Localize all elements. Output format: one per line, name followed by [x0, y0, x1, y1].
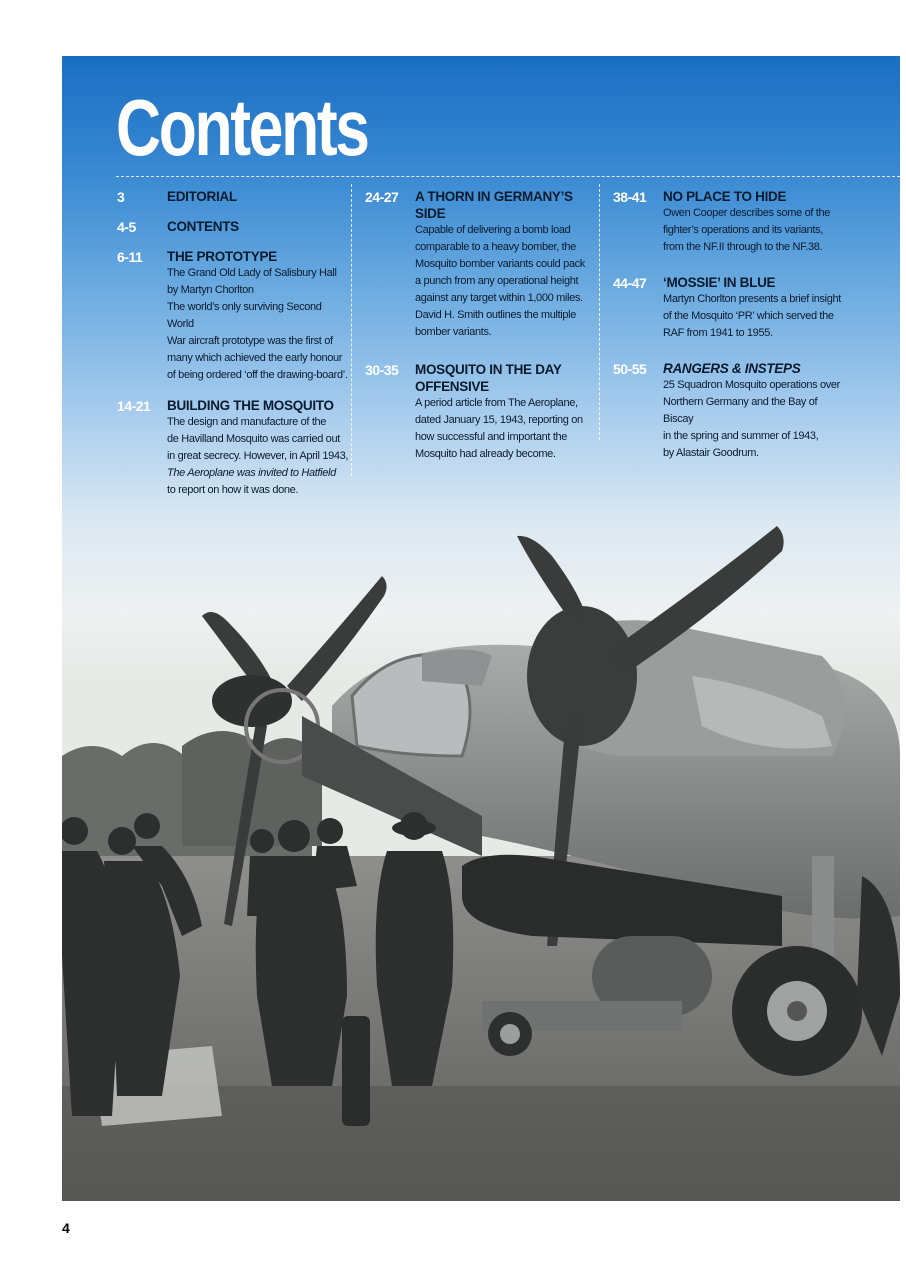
article-heading: ‘MOSSIE’ IN BLUE: [663, 275, 776, 290]
contents-entry[interactable]: [117, 188, 349, 205]
article-heading: RANGERS & INSTEPS: [663, 361, 801, 376]
page-range: 38-41: [613, 189, 647, 205]
column-divider-1: [351, 184, 352, 476]
article-heading: MOSQUITO IN THE DAY OFFENSIVE: [415, 362, 562, 394]
contents-entry[interactable]: [613, 188, 845, 256]
page-range: 24-27: [365, 189, 399, 205]
article-description: A period article from The Aeroplane, dated January 15, 1943, reporting on how successful and important the Mosquito had already become.: [415, 397, 583, 460]
article-heading: NO PLACE TO HIDE: [663, 189, 787, 204]
contents-entry[interactable]: [613, 274, 845, 342]
contents-entry[interactable]: [117, 218, 349, 235]
article-description: The Grand Old Lady of Salisbury Hall by Martyn Chorlton The world’s only surviving Second World War aircraft prototype was the first of many which achieved the early honour of being ordered ‘off the drawing-board’.: [167, 267, 348, 381]
cover-panel: [62, 56, 900, 1201]
contents-column-1: [117, 188, 349, 512]
page-range: 4-5: [117, 219, 136, 235]
contents-entry[interactable]: [117, 397, 349, 499]
column-divider-2: [599, 184, 600, 440]
article-heading: A THORN IN GERMANY’S SIDE: [415, 189, 573, 221]
page-range: 14-21: [117, 398, 151, 414]
article-heading: CONTENTS: [167, 219, 239, 234]
contents-column-2: [365, 188, 597, 476]
contents-entry[interactable]: [365, 361, 597, 463]
article-description: Owen Cooper describes some of the fighter’s operations and its variants, from the NF.II through to the NF.38.: [663, 207, 830, 253]
page-title: Contents: [116, 83, 368, 172]
page-range: 3: [117, 189, 125, 205]
article-heading: BUILDING THE MOSQUITO: [167, 398, 334, 413]
contents-entry[interactable]: [613, 360, 845, 462]
contents-entry[interactable]: [117, 248, 349, 384]
page-range: 30-35: [365, 362, 399, 378]
article-description: Capable of delivering a bomb load comparable to a heavy bomber, the Mosquito bomber variants could pack a punch from any operational height against any target within 1,000 miles. David H. Smith outlines the multiple bomber variants.: [415, 224, 585, 338]
page-range: 50-55: [613, 361, 647, 377]
contents-entry[interactable]: [365, 188, 597, 341]
article-heading: EDITORIAL: [167, 189, 237, 204]
title-divider: [116, 176, 900, 177]
article-description: Martyn Chorlton presents a brief insight of the Mosquito ‘PR’ which served the RAF from 1941 to 1955.: [663, 293, 841, 339]
page-number: 4: [62, 1220, 70, 1236]
contents-column-3: [613, 188, 845, 475]
article-description: The design and manufacture of the de Havilland Mosquito was carried out in great secrecy. However, in April 1943, The Aeroplane was invited to Hatfield to report on how it was done.: [167, 416, 349, 496]
page-range: 44-47: [613, 275, 647, 291]
article-description: 25 Squadron Mosquito operations over Northern Germany and the Bay of Biscay in the spring and summer of 1943, by Alastair Goodrum.: [663, 379, 840, 459]
page-range: 6-11: [117, 249, 143, 265]
article-heading: THE PROTOTYPE: [167, 249, 277, 264]
